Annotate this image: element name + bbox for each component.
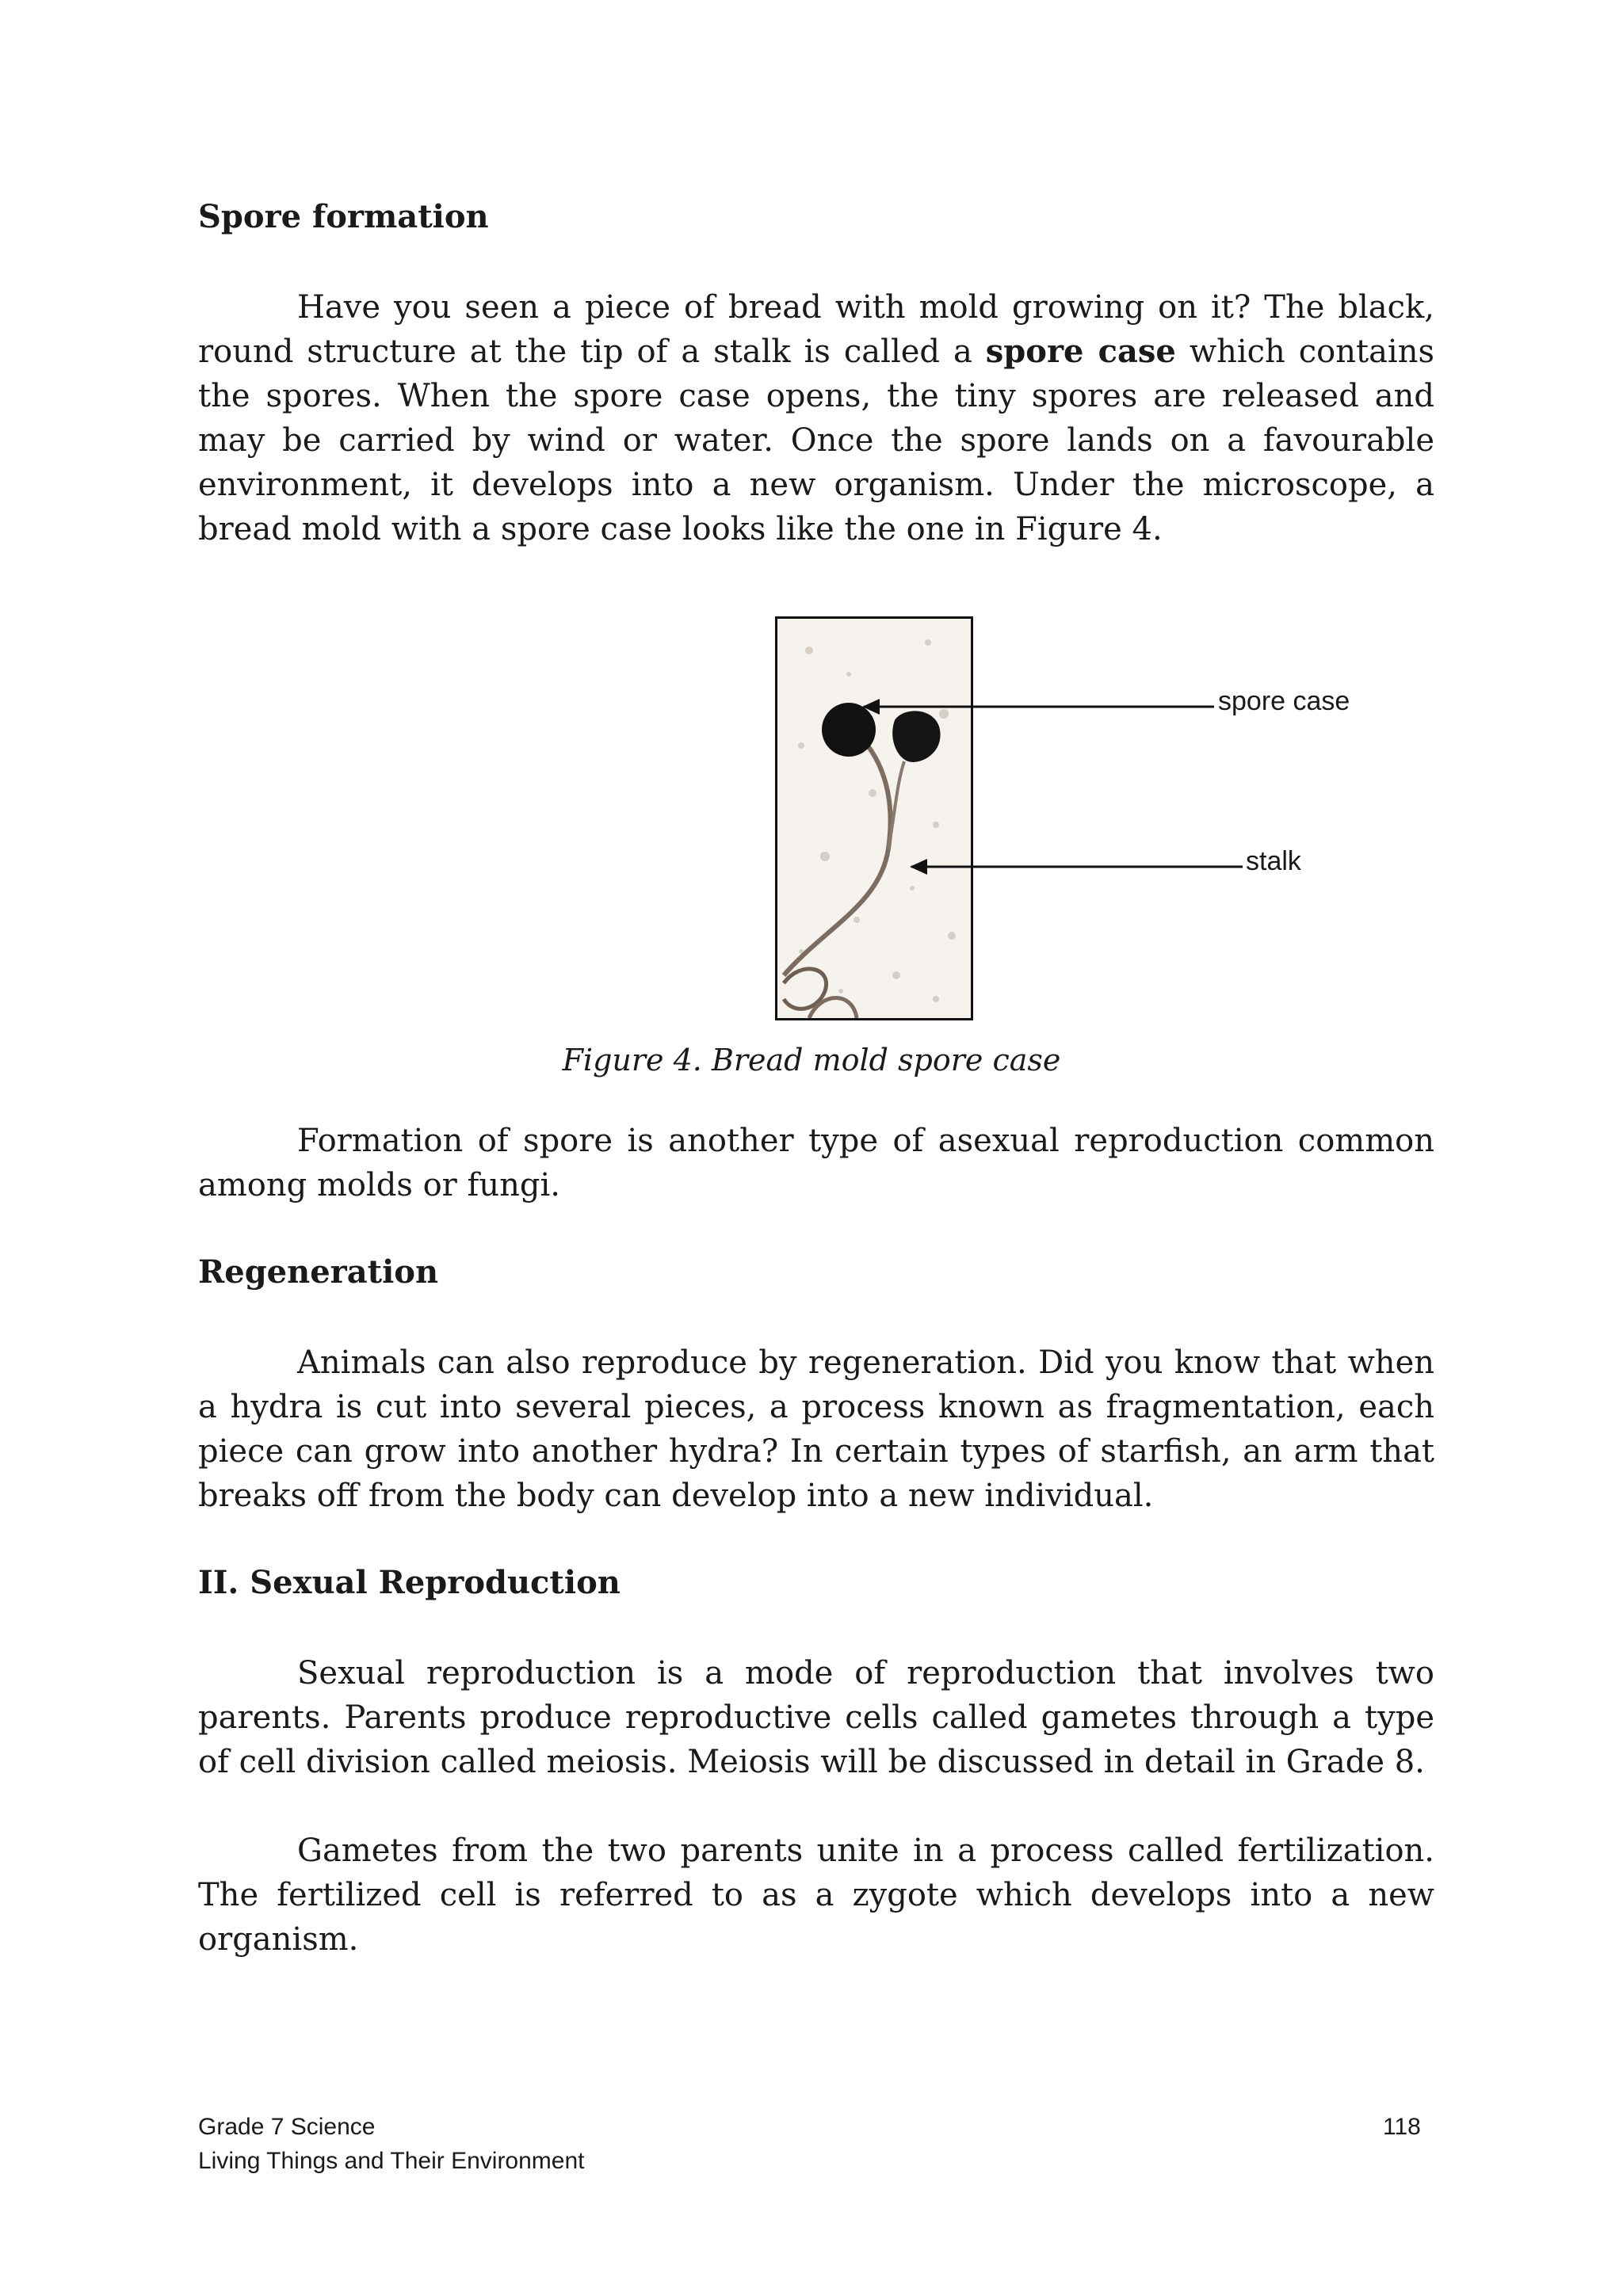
bread-mold-illustration xyxy=(777,619,971,1018)
paragraph-fertilization: Gametes from the two parents unite in a process called fertilization. The fertilized cell is referred to as a zygote which develops into a new organism. xyxy=(198,1833,1434,1958)
footer-unit: Living Things and Their Environment xyxy=(198,2148,585,2174)
heading-spore-formation: Spore formation xyxy=(198,198,489,235)
label-spore-case: spore case xyxy=(1218,686,1350,716)
paragraph-spore-intro-part1: Have you seen a piece of bread with mold growing on it? The black, round structure at the tip of a stalk is called a xyxy=(198,289,1434,370)
footer-subject: Grade 7 Science xyxy=(198,2114,376,2140)
page-number: 118 xyxy=(1383,2114,1421,2140)
paragraph-spore-intro xyxy=(198,285,1434,551)
paragraph-regeneration: Animals can also reproduce by regeneration. Did you know that when a hydra is cut into several pieces, a process known as fragmentation, each piece can grow into another hydra? In certain types of starfish, an arm that breaks off from the body can develop into a new individual. xyxy=(198,1344,1434,1514)
paragraph-spore-formation-type: Formation of spore is another type of asexual reproduction common among molds or fungi. xyxy=(198,1123,1434,1203)
heading-regeneration: Regeneration xyxy=(198,1253,439,1291)
paragraph-spore-intro-part2: which contains the spores. When the spore case opens, the tiny spores are released and may be carried by wind or water. Once the spore lands on a favourable environment, it develops into a new organism. Under the microscope, a bread mold with a spore case looks like the one in Figure 4. xyxy=(198,334,1435,547)
figure-caption: Figure 4. Bread mold spore case xyxy=(562,1043,1061,1077)
heading-sexual-reproduction: II. Sexual Reproduction xyxy=(198,1564,621,1601)
paragraph-sexual-reproduction: Sexual reproduction is a mode of reproduction that involves two parents. Parents produce reproductive cells called gametes through a type of cell division called meiosis. Meiosis will be discussed in detail in Grade 8. xyxy=(198,1655,1434,1780)
term-spore-case: spore case xyxy=(985,333,1176,370)
bread-mold-image xyxy=(775,616,973,1020)
label-stalk: stalk xyxy=(1246,846,1301,876)
